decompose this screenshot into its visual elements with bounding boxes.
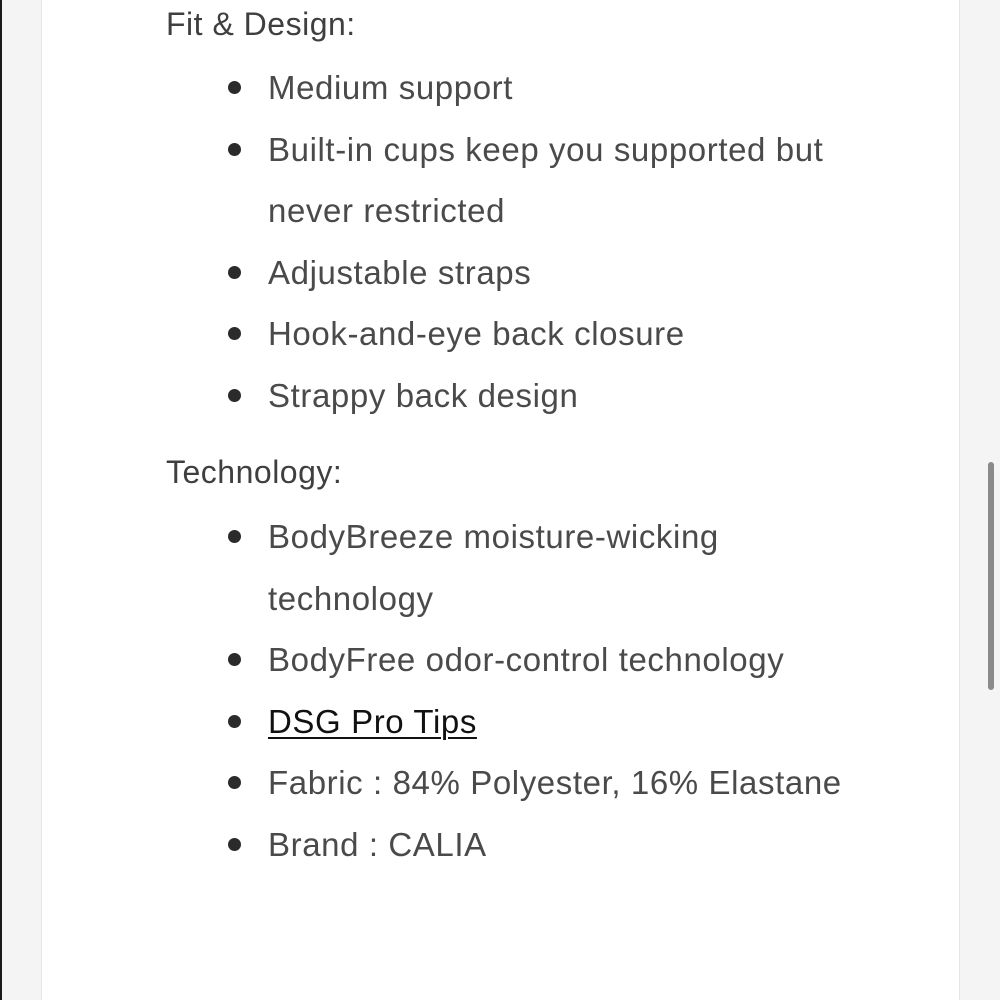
bullet-icon <box>228 715 241 728</box>
bullet-icon <box>228 327 241 340</box>
list-item <box>226 752 886 814</box>
scrollbar[interactable] <box>986 0 1000 1000</box>
bullet-icon <box>228 143 241 156</box>
list-item <box>226 691 886 753</box>
list-item <box>226 506 886 629</box>
scrollbar-thumb[interactable] <box>988 462 994 690</box>
list-item-text: Built-in cups keep you supported but never restricted <box>268 130 824 229</box>
list-item <box>226 57 886 119</box>
list-item <box>226 303 886 365</box>
list-item-text: BodyBreeze moisture-wicking technology <box>268 518 719 617</box>
list-item-text: BodyFree odor-control technology <box>268 641 785 678</box>
technology-list <box>226 506 886 875</box>
bullet-icon <box>228 266 241 279</box>
list-item <box>226 242 886 304</box>
list-item-text: Medium support <box>268 69 514 106</box>
fit-design-heading: Fit & Design: <box>166 6 356 42</box>
list-item <box>226 629 886 691</box>
bullet-icon <box>228 530 241 543</box>
bullet-icon <box>228 653 241 666</box>
window-edge <box>0 0 2 1000</box>
dsg-pro-tips-link[interactable]: DSG Pro Tips <box>268 702 477 740</box>
bullet-icon <box>228 838 241 851</box>
list-item-text: Hook-and-eye back closure <box>268 315 685 352</box>
product-details-card <box>41 0 960 1000</box>
list-item-text: Adjustable straps <box>268 253 532 291</box>
bullet-icon <box>228 776 241 789</box>
fit-design-list <box>226 57 886 426</box>
list-item-text: Fabric : 84% Polyester, 16% Elastane <box>268 764 842 801</box>
bullet-icon <box>228 81 241 94</box>
list-item <box>226 365 886 427</box>
list-item-text: Strappy back design <box>268 376 579 414</box>
list-item-text: Brand : CALIA <box>268 825 487 863</box>
bullet-icon <box>228 389 241 402</box>
list-item <box>226 814 886 876</box>
list-item <box>226 119 886 242</box>
technology-heading: Technology: <box>166 454 343 490</box>
